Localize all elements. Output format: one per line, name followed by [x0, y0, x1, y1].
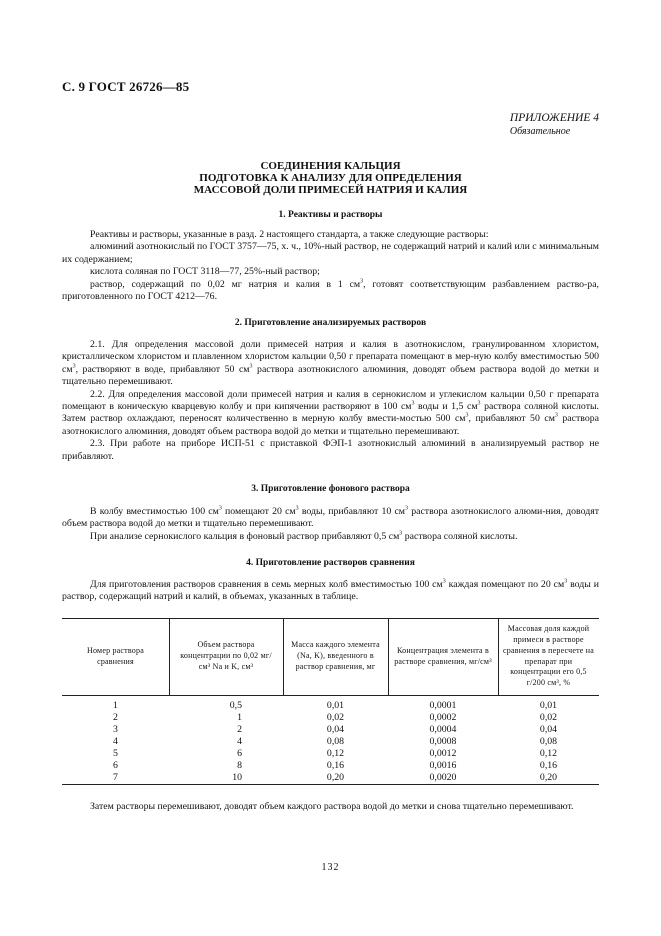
table-cell: 4	[237, 736, 242, 747]
section-2-heading: 2. Приготовление анализируемых растворов	[234, 318, 427, 328]
table-cell: 6	[237, 748, 242, 759]
section-1-text	[62, 229, 599, 303]
header-mass: Масса каждого элемента (Na, K), введенного в раствор сравнения, мг	[291, 640, 380, 671]
table-cell: 1	[237, 712, 242, 723]
section-2-text	[62, 339, 599, 463]
header-concentration: Концентрация элемента в растворе сравнения, мг/см³	[394, 645, 492, 666]
paragraph: раствор, содержащий по 0,02 мг натрия и калия в 1 $см^3$, готовят соответствующим разбавлением раство-ра, приготовленного по ГОСТ 4212—76.	[62, 278, 600, 303]
column-mass	[283, 700, 388, 784]
table-cell: 0,08	[326, 736, 345, 747]
paragraph-2-1: 2.1. Для определения массовой доли примесей натрия и калия в азотнокислом, гранулированном хлористом, кристаллическом хлористом и плавленном хлористом кальции 0,50 г препарата помещают в мер-ную колбу вместимостью 500 $см^3$, растворяют в воде, прибавляют 50 $см^3$ раствора азотнокислого алюминия, доводят объем раствора водой до метки и тщательно перемешивают.	[62, 339, 599, 388]
paragraph-2-3: 2.3. При работе на приборе ИСП-51 с приставкой ФЭП-1 азотнокислый алюминий в анализируемый раствор не прибавляют.	[62, 438, 599, 462]
paragraph: кислота соляная по ГОСТ 3118—77, 25%-ный раствор;	[90, 266, 320, 278]
table-cell: 4	[113, 736, 118, 747]
header-solution-number: Номер раствора сравнения	[87, 645, 144, 666]
table-cell: 0,02	[326, 712, 345, 723]
closing-text	[62, 801, 599, 813]
column-solution-number	[62, 700, 169, 784]
document-title	[62, 160, 599, 196]
table-cell: 0,0004	[429, 724, 457, 735]
title-line-2: ПОДГОТОВКА К АНАЛИЗУ ДЛЯ ОПРЕДЕЛЕНИЯ	[199, 172, 462, 184]
column-volume	[182, 700, 242, 784]
section-3-heading: 3. Приготовление фонового раствора	[251, 484, 410, 494]
section-4-text	[62, 579, 599, 604]
table-cell: 6	[113, 760, 118, 771]
appendix-label	[510, 112, 599, 138]
paragraph: Для приготовления растворов сравнения в семь мерных колб вместимостью 100 $см^3$ каждая помещают по 20 $см^3$ воды и раствор, содержащий натрий и калий, в объемах, указанных в таблице.	[62, 578, 600, 603]
table-cell: 0,20	[326, 772, 345, 783]
reference-solutions-table	[62, 618, 599, 784]
paragraph: Затем растворы перемешивают, доводят объем каждого раствора водой до метки и снова тщательно перемешивают.	[90, 801, 574, 812]
header-mass-fraction: Массовая доля каждой примеси в растворе сравнения в пересчете на препарат при концентрации его 0,5 г/200 см³, %	[503, 624, 594, 688]
table-cell: 0,01	[326, 700, 345, 711]
table-cell: 7	[113, 772, 118, 783]
table-cell: 0,16	[326, 760, 345, 771]
table-cell: 0,0012	[429, 748, 457, 759]
table-cell: 3	[113, 724, 118, 735]
document-header: С. 9 ГОСТ 26726—85	[62, 79, 190, 94]
table-cell: 0,16	[539, 760, 558, 771]
table-cell: 0,04	[539, 724, 558, 735]
header-volume: Объем раствора концентрации по 0,02 мг/см³ Na и K, см³	[180, 640, 272, 671]
section-4-heading: 4. Приготовление растворов сравнения	[246, 558, 415, 568]
section-3-text	[62, 506, 599, 543]
table-cell: 0,04	[326, 724, 345, 735]
table-cell: 0,0002	[429, 712, 457, 723]
table-header-border	[62, 695, 599, 696]
table-cell: 0,12	[326, 748, 345, 759]
page-number: 132	[321, 862, 340, 873]
title-line-1: СОЕДИНЕНИЯ КАЛЬЦИЯ	[260, 160, 401, 172]
title-line-3: МАССОВОЙ ДОЛИ ПРИМЕСЕЙ НАТРИЯ И КАЛИЯ	[193, 184, 468, 196]
table-cell: 1	[113, 700, 118, 711]
table-cell: 0,01	[539, 700, 558, 711]
table-cell: 0,20	[539, 772, 558, 783]
table-cell: 8	[237, 760, 242, 771]
table-cell: 0,0016	[429, 760, 457, 771]
table-cell: 0,0020	[429, 772, 457, 783]
table-cell: 0,02	[539, 712, 558, 723]
appendix-title: ПРИЛОЖЕНИЕ 4	[509, 112, 599, 124]
column-concentration	[388, 700, 498, 784]
column-mass-fraction	[498, 700, 599, 784]
appendix-status: Обязательное	[509, 126, 571, 137]
table-cell: 0,0008	[429, 736, 457, 747]
table-cell: 2	[113, 712, 118, 723]
paragraph: алюминий азотнокислый по ГОСТ 3757—75, х. ч., 10%-ный раствор, не содержащий натрий и калий или с минимальным их содержанием;	[62, 241, 599, 265]
table-cell: 0,5	[229, 700, 242, 711]
table-cell: 0,0001	[429, 700, 457, 711]
paragraph: В колбу вместимостью 100 $см^3$ помещают 20 $см^3$ воды, прибавляют 10 $см^3$ раствора азотнокислого алюми-ния, доводят объем раствора водой до метки и тщательно перемешивают.	[62, 505, 600, 530]
paragraph: Реактивы и растворы, указанные в разд. 2 настоящего стандарта, а также следующие растворы:	[90, 229, 489, 240]
section-1-heading: 1. Реактивы и растворы	[278, 210, 383, 220]
table-cell: 0,12	[539, 748, 558, 759]
table-cell: 2	[237, 724, 242, 735]
table-bottom-border	[62, 784, 599, 785]
table-cell: 10	[232, 772, 242, 783]
paragraph-2-2: 2.2. Для определения массовой доли примесей натрия и калия в сернокислом и углекислом кальции 0,50 г препарата помещают в коническую кварцевую колбу и при кипячении растворяют в 100 $см^3$ воды и 1,5 $см^3$ раствора соляной кислоты. Затем раствор охлаждают, переносят количественно в мерную колбу вмести-мостью 500 $см^3$, прибавляют 50 $см^3$ раствора азотнокислого алюминия, доводят объем раствора водой до метки и тщательно перемешивают.	[62, 388, 600, 437]
paragraph: При анализе сернокислого кальция в фоновый раствор прибавляют 0,5 $см^3$ раствора соляной кислоты.	[90, 530, 518, 542]
table-cell: 0,08	[539, 736, 558, 747]
table-cell: 5	[113, 748, 118, 759]
